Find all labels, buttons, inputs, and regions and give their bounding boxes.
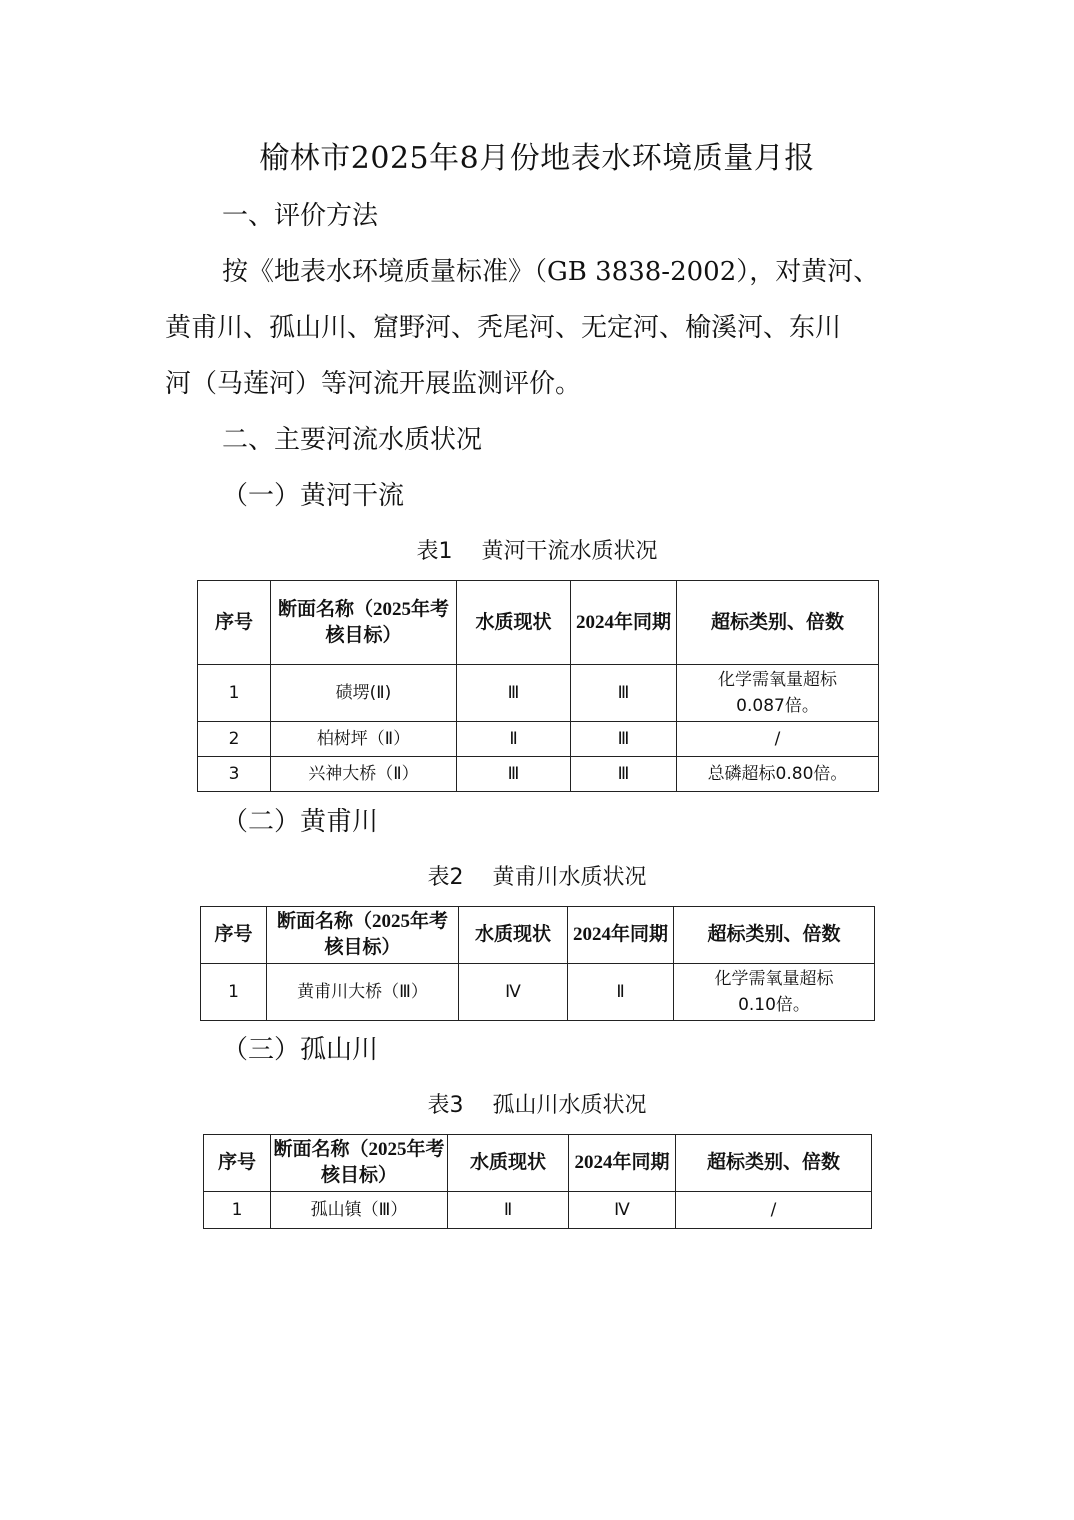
header-status: 水质现状: [457, 581, 571, 665]
header-excess: 超标类别、倍数: [674, 907, 875, 964]
cell-status: Ⅱ: [457, 722, 571, 757]
header-seq: 序号: [198, 581, 271, 665]
water-quality-table-3: [203, 1134, 872, 1229]
header-section-name: 断面名称（2025年考核目标）: [271, 581, 457, 665]
cell-excess: /: [676, 1192, 872, 1229]
header-section-name: 断面名称（2025年考核目标）: [271, 1135, 448, 1192]
section-heading-water-quality: 二、主要河流水质状况: [222, 425, 483, 455]
cell-status: Ⅲ: [457, 757, 571, 792]
subheading-huangfu-river: （二）黄甫川: [222, 807, 379, 837]
cell-excess: 化学需氧量超标0.087倍。: [677, 665, 879, 722]
water-quality-table-2: [200, 906, 875, 1021]
table-row: [198, 665, 879, 722]
cell-seq: 1: [201, 964, 267, 1021]
subheading-gushan-river: （三）孤山川: [222, 1035, 379, 1065]
cell-section-name: 孤山镇（Ⅲ）: [271, 1192, 448, 1229]
header-excess: 超标类别、倍数: [676, 1135, 872, 1192]
cell-section-name: 黄甫川大桥（Ⅲ）: [267, 964, 459, 1021]
section-heading-evaluation-method: 一、评价方法: [222, 201, 379, 231]
table-row: [198, 722, 879, 757]
cell-seq: 2: [198, 722, 271, 757]
table-row: [204, 1192, 872, 1229]
header-seq: 序号: [204, 1135, 271, 1192]
table-caption-2: 表2 黄甫川水质状况: [427, 865, 647, 890]
cell-seq: 1: [204, 1192, 271, 1229]
cell-prev-year: Ⅲ: [571, 722, 677, 757]
table-caption-1: 表1 黄河干流水质状况: [416, 539, 658, 564]
header-prev-year: 2024年同期: [569, 1135, 676, 1192]
cell-seq: 1: [198, 665, 271, 722]
table-row: [201, 964, 875, 1021]
table-caption-3: 表3 孤山川水质状况: [427, 1093, 647, 1118]
paragraph-line-1: 按《地表水环境质量标准》（GB 3838-2002），对黄河、: [222, 257, 880, 287]
cell-section-name: 碛塄(Ⅱ): [271, 665, 457, 722]
subheading-yellow-river: （一）黄河干流: [222, 481, 405, 511]
header-prev-year: 2024年同期: [568, 907, 674, 964]
cell-section-name: 兴神大桥（Ⅱ）: [271, 757, 457, 792]
cell-excess: 化学需氧量超标0.10倍。: [674, 964, 875, 1021]
cell-excess: /: [677, 722, 879, 757]
header-prev-year: 2024年同期: [571, 581, 677, 665]
paragraph-line-2: 黄甫川、孤山川、窟野河、秃尾河、无定河、榆溪河、东川: [165, 313, 842, 343]
header-seq: 序号: [201, 907, 267, 964]
cell-prev-year: Ⅲ: [571, 665, 677, 722]
cell-status: Ⅲ: [457, 665, 571, 722]
header-section-name: 断面名称（2025年考核目标）: [267, 907, 459, 964]
header-excess: 超标类别、倍数: [677, 581, 879, 665]
header-status: 水质现状: [448, 1135, 569, 1192]
cell-status: Ⅱ: [448, 1192, 569, 1229]
cell-prev-year: Ⅱ: [568, 964, 674, 1021]
cell-section-name: 柏树坪（Ⅱ）: [271, 722, 457, 757]
document-title: 榆林市2025年8月份地表水环境质量月报: [259, 141, 815, 176]
cell-status: Ⅳ: [459, 964, 568, 1021]
table-row: [198, 757, 879, 792]
paragraph-line-3: 河（马莲河）等河流开展监测评价。: [165, 369, 582, 399]
cell-seq: 3: [198, 757, 271, 792]
header-status: 水质现状: [459, 907, 568, 964]
cell-prev-year: Ⅲ: [571, 757, 677, 792]
cell-excess: 总磷超标0.80倍。: [677, 757, 879, 792]
water-quality-table-1: [197, 580, 879, 792]
cell-prev-year: Ⅳ: [569, 1192, 676, 1229]
